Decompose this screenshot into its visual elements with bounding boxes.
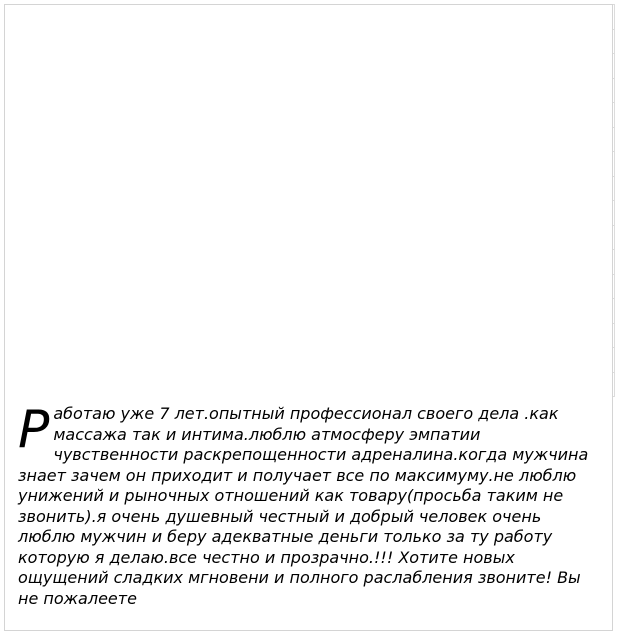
description-dropcap: Р — [18, 400, 50, 460]
profile-description — [18, 400, 602, 609]
description-text: аботаю уже 7 лет.опытный профессионал своего дела .как массажа так и интима.люблю атмосферу эмпатии чувственности раскрепощенности адреналина.когда мужчина знает зачем он приходит и получает все по максимуму.не люблю унижений и рыночных отношений как товару(просьба таким не звонить).я очень душевный честный и добрый человек очень люблю мужчин и беру адекватные деньги только за ту работу которую я делаю.все честно и прозрачно.!!! Хотите новых ощущений сладких мгновени и полного раслабления звоните! Вы не пожалеете — [18, 404, 589, 608]
